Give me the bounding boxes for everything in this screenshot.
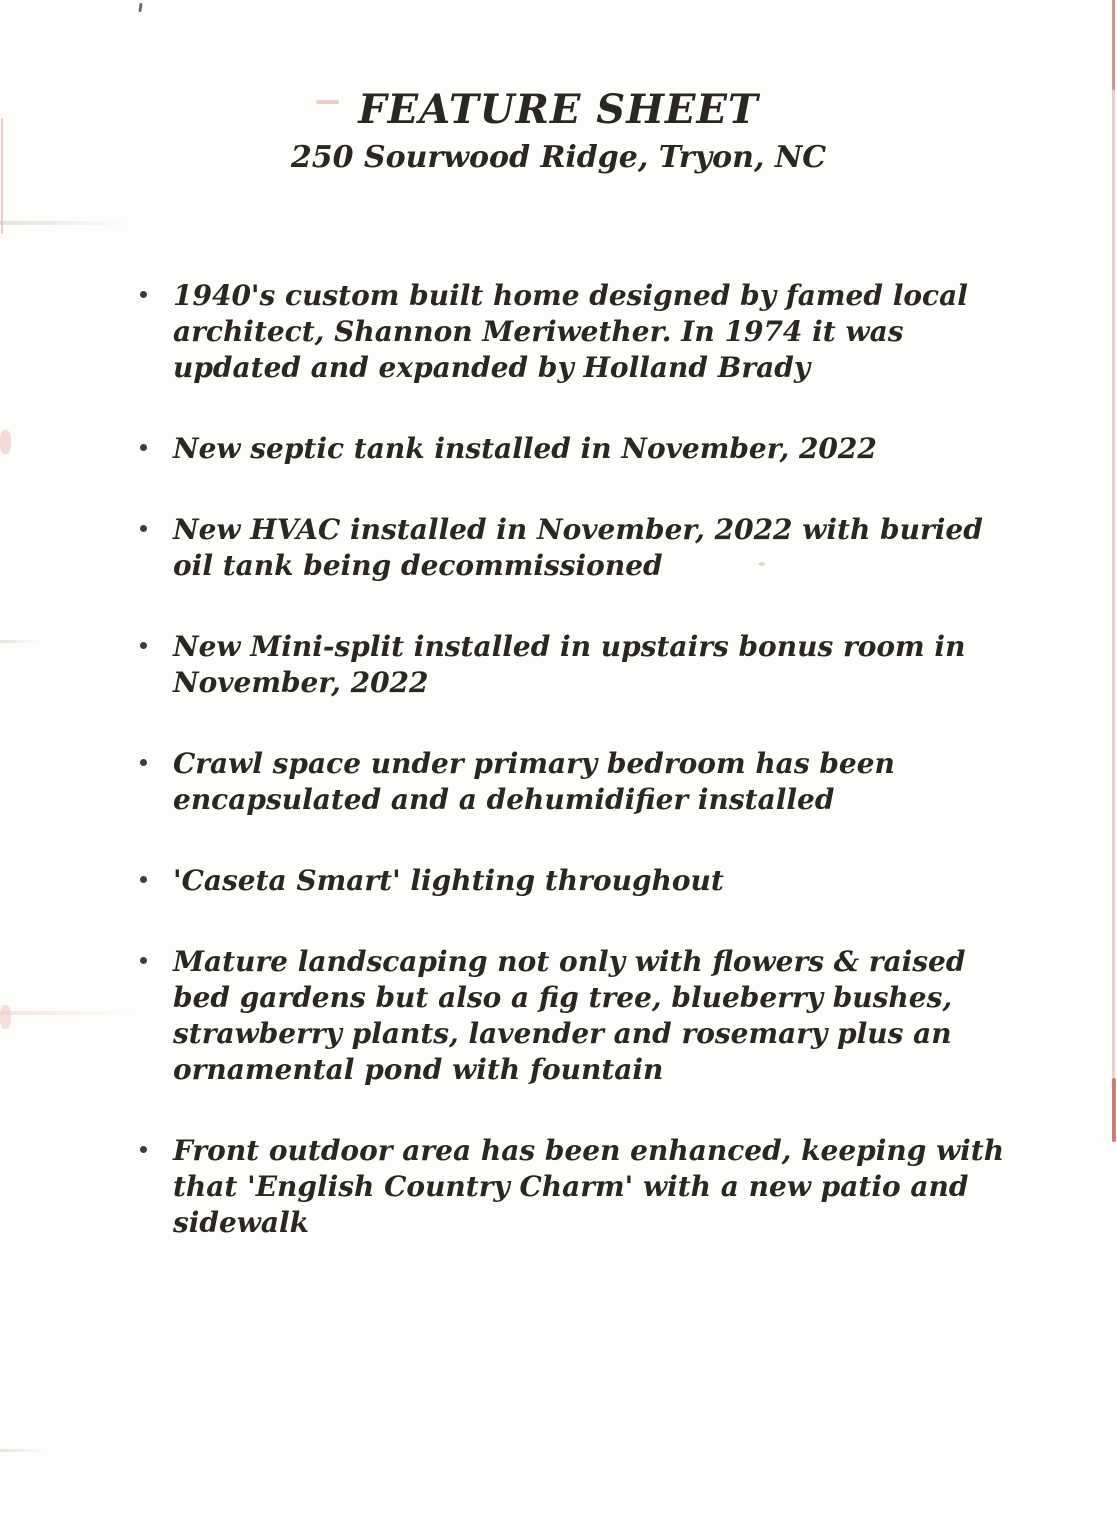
- bullet-dot: [140, 525, 147, 532]
- bullet-text: New HVAC installed in November, 2022 with buried oil tank being decommissioned: [173, 513, 983, 582]
- bullet-dot: [140, 1146, 147, 1153]
- scan-artifact-right-edge-bottom: [1112, 1078, 1116, 1142]
- bullet-text: New Mini-split installed in upstairs bonus room in November, 2022: [173, 630, 966, 699]
- document-subtitle: 250 Sourwood Ridge, Tryon, NC: [290, 140, 827, 175]
- bullet-text: 1940's custom built home designed by famed local architect, Shannon Meriwether. In 1974 it was updated and expanded by Holland Brady: [173, 279, 968, 384]
- bullet-text: Crawl space under primary bedroom has been encapsulated and a dehumidifier installed: [173, 747, 895, 816]
- list-item: [140, 431, 1020, 467]
- bullet-text: New septic tank installed in November, 2022: [173, 432, 877, 465]
- bullet-dot: [140, 642, 147, 649]
- scan-artifact-streak: [0, 1449, 48, 1452]
- bullet-dot: [140, 957, 147, 964]
- bullet-dot: [140, 876, 147, 883]
- bullet-dot: [140, 291, 147, 298]
- scan-artifact-streak: [0, 221, 130, 225]
- list-item: [140, 944, 1020, 1088]
- document-title: FEATURE SHEET: [358, 86, 759, 133]
- list-item: [140, 278, 1020, 386]
- scan-artifact-left-smudge: [0, 1005, 11, 1029]
- bullet-dot: [140, 759, 147, 766]
- bullet-text: Mature landscaping not only with flowers & raised bed gardens but also a fig tree, blueberry bushes, strawberry plants, lavender and rosemary plus an ornamental pond with fountain: [173, 945, 966, 1086]
- scan-artifact-left-smudge: [0, 430, 11, 454]
- list-item: [140, 1133, 1020, 1241]
- document-header: [0, 0, 1117, 178]
- list-item: [140, 629, 1020, 701]
- bullet-dot: [140, 444, 147, 451]
- scan-artifact-streak: [0, 1011, 132, 1015]
- list-item: [140, 746, 1020, 818]
- list-item: [140, 512, 1020, 584]
- bullet-text: 'Caseta Smart' lighting throughout: [173, 864, 724, 897]
- feature-list: [140, 278, 1020, 1241]
- list-item: [140, 863, 1020, 899]
- bullet-text: Front outdoor area has been enhanced, keeping with that 'English Country Charm' with a new patio and sidewalk: [173, 1134, 1005, 1239]
- scan-artifact-streak: [0, 640, 40, 643]
